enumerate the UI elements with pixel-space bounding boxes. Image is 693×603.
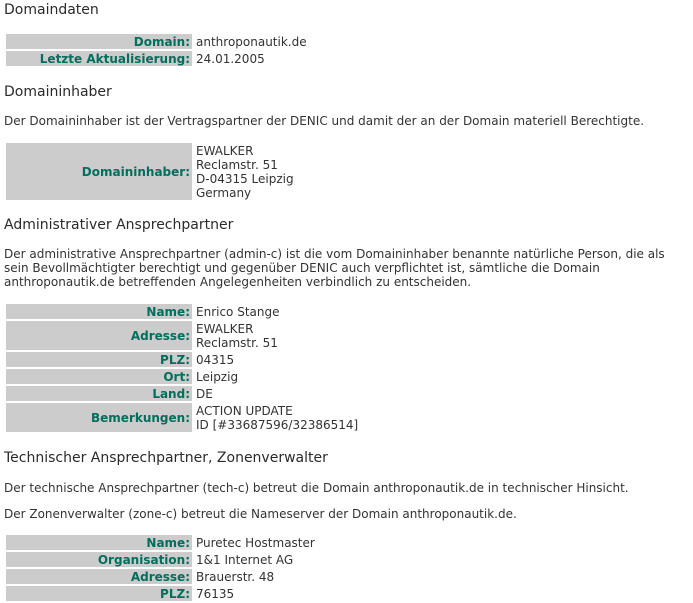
field-value xyxy=(194,386,360,401)
field-value xyxy=(194,51,309,66)
field-value-line: 24.01.2005 xyxy=(196,52,265,66)
field-label: Adresse: xyxy=(6,321,192,350)
table-domaininhaber xyxy=(4,141,298,202)
field-value xyxy=(194,403,360,432)
table-row xyxy=(6,304,360,319)
field-value xyxy=(194,143,296,200)
table-row xyxy=(6,386,360,401)
field-value-line: Brauerstr. 48 xyxy=(196,570,275,584)
field-value-line: Enrico Stange xyxy=(196,305,280,319)
field-label: PLZ: xyxy=(6,352,192,367)
field-value-line: Leipzig xyxy=(196,370,239,384)
table-domaindaten xyxy=(4,32,311,68)
field-label: PLZ: xyxy=(6,586,192,601)
field-value-line: anthroponautik.de xyxy=(196,35,307,49)
field-label: Bemerkungen: xyxy=(6,403,192,432)
field-label: Land: xyxy=(6,386,192,401)
field-value xyxy=(194,586,317,601)
description-admin-c: Der administrative Ansprechpartner (admin-c) ist die vom Domaininhaber benannte natürliche Person, die als sein Bevollmächtigter berechtigt und gegenüber DENIC auch verpflichtet ist, sämtliche die Domain anthroponautik.de betreffenden Angelegenheiten verbindlich zu entscheiden. xyxy=(4,247,665,289)
field-value-line: Puretec Hostmaster xyxy=(196,536,315,550)
field-label: Organisation: xyxy=(6,552,192,567)
field-value xyxy=(194,352,360,367)
description-tech-c: Der technische Ansprechpartner (tech-c) betreut die Domain anthroponautik.de in technischer Hinsicht. xyxy=(4,481,629,495)
table-row xyxy=(6,586,317,601)
heading-tech-c: Technischer Ansprechpartner, Zonenverwalter xyxy=(4,450,328,466)
field-value-line: 76135 xyxy=(196,587,235,601)
description-domaininhaber: Der Domaininhaber ist der Vertragspartner der DENIC und damit der an der Domain materiell Berechtigte. xyxy=(4,114,645,128)
table-row xyxy=(6,352,360,367)
field-value xyxy=(194,535,317,550)
description-zone-c: Der Zonenverwalter (zone-c) betreut die Nameserver der Domain anthroponautik.de. xyxy=(4,507,517,521)
field-label: Ort: xyxy=(6,369,192,384)
heading-domaininhaber: Domaininhaber xyxy=(4,84,112,100)
table-row xyxy=(6,369,360,384)
table-admin-c xyxy=(4,302,362,434)
field-value-line: Reclamstr. 51 xyxy=(196,158,278,172)
table-row xyxy=(6,321,360,350)
table-row xyxy=(6,535,317,550)
table-row xyxy=(6,569,317,584)
field-value-line: EWALKER xyxy=(196,144,254,158)
field-label: Domain: xyxy=(6,34,192,49)
heading-admin-c: Administrativer Ansprechpartner xyxy=(4,217,234,233)
field-value-line: 04315 xyxy=(196,353,235,367)
table-row xyxy=(6,34,309,49)
field-value-line: Reclamstr. 51 xyxy=(196,336,278,350)
table-row xyxy=(6,403,360,432)
table-tech-c xyxy=(4,533,319,603)
field-value-line: 1&1 Internet AG xyxy=(196,553,294,567)
field-value xyxy=(194,304,360,319)
table-row xyxy=(6,143,296,200)
field-value-line: D-04315 Leipzig xyxy=(196,172,294,186)
field-label: Letzte Aktualisierung: xyxy=(6,51,192,66)
table-row xyxy=(6,51,309,66)
field-value xyxy=(194,369,360,384)
field-value xyxy=(194,552,317,567)
field-value-line: DE xyxy=(196,387,213,401)
field-label: Adresse: xyxy=(6,569,192,584)
field-label: Name: xyxy=(6,535,192,550)
field-value xyxy=(194,569,317,584)
field-value-line: Germany xyxy=(196,186,252,200)
field-value xyxy=(194,34,309,49)
table-row xyxy=(6,552,317,567)
field-label: Domaininhaber: xyxy=(6,143,192,200)
field-value-line: EWALKER xyxy=(196,322,254,336)
field-value-line: ID [#33687596/32386514] xyxy=(196,418,359,432)
field-value xyxy=(194,321,360,350)
field-value-line: ACTION UPDATE xyxy=(196,404,293,418)
heading-domaindaten: Domaindaten xyxy=(4,2,99,18)
field-label: Name: xyxy=(6,304,192,319)
